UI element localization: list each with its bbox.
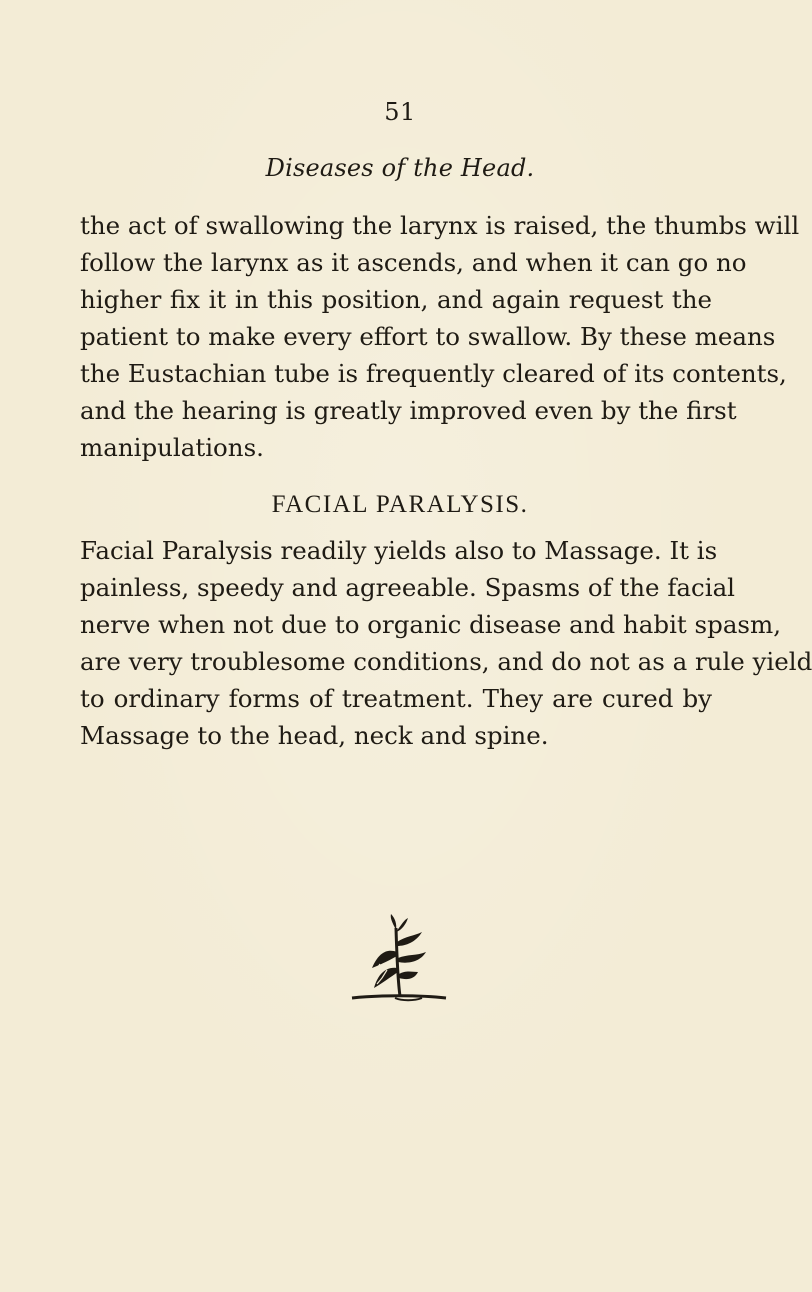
paragraph-line: and the hearing is greatly improved even by the first <box>80 396 737 425</box>
paragraph-line: are very troublesome conditions, and do not as a rule yield <box>80 647 812 676</box>
paragraph-line: the act of swallowing the larynx is raised, the thumbs will <box>80 211 800 240</box>
paragraph-line: to ordinary forms of treatment. They are cured by <box>80 684 712 713</box>
body-paragraph-facial-paralysis <box>80 532 812 754</box>
page-number: 51 <box>384 98 416 126</box>
paragraph-line: the Eustachian tube is frequently cleared of its contents, <box>80 359 787 388</box>
paragraph-line: Massage to the head, neck and spine. <box>80 721 549 750</box>
fern-plant-ornament-icon <box>340 912 460 1012</box>
paragraph-line: Facial Paralysis readily yields also to Massage. It is <box>80 536 718 565</box>
section-heading: FACIAL PARALYSIS. <box>271 491 529 518</box>
paragraph-line: nerve when not due to organic disease and habit spasm, <box>80 610 782 639</box>
running-head: Diseases of the Head. <box>265 154 535 182</box>
paragraph-line: follow the larynx as it ascends, and when it can go no <box>80 248 747 277</box>
body-paragraph-continuation <box>80 207 800 466</box>
paragraph-line: higher fix it in this position, and again request the <box>80 285 712 314</box>
paragraph-line: painless, speedy and agreeable. Spasms of the facial <box>80 573 736 602</box>
paragraph-line: patient to make every effort to swallow. By these means <box>80 322 776 351</box>
paragraph-line: manipulations. <box>80 433 264 462</box>
